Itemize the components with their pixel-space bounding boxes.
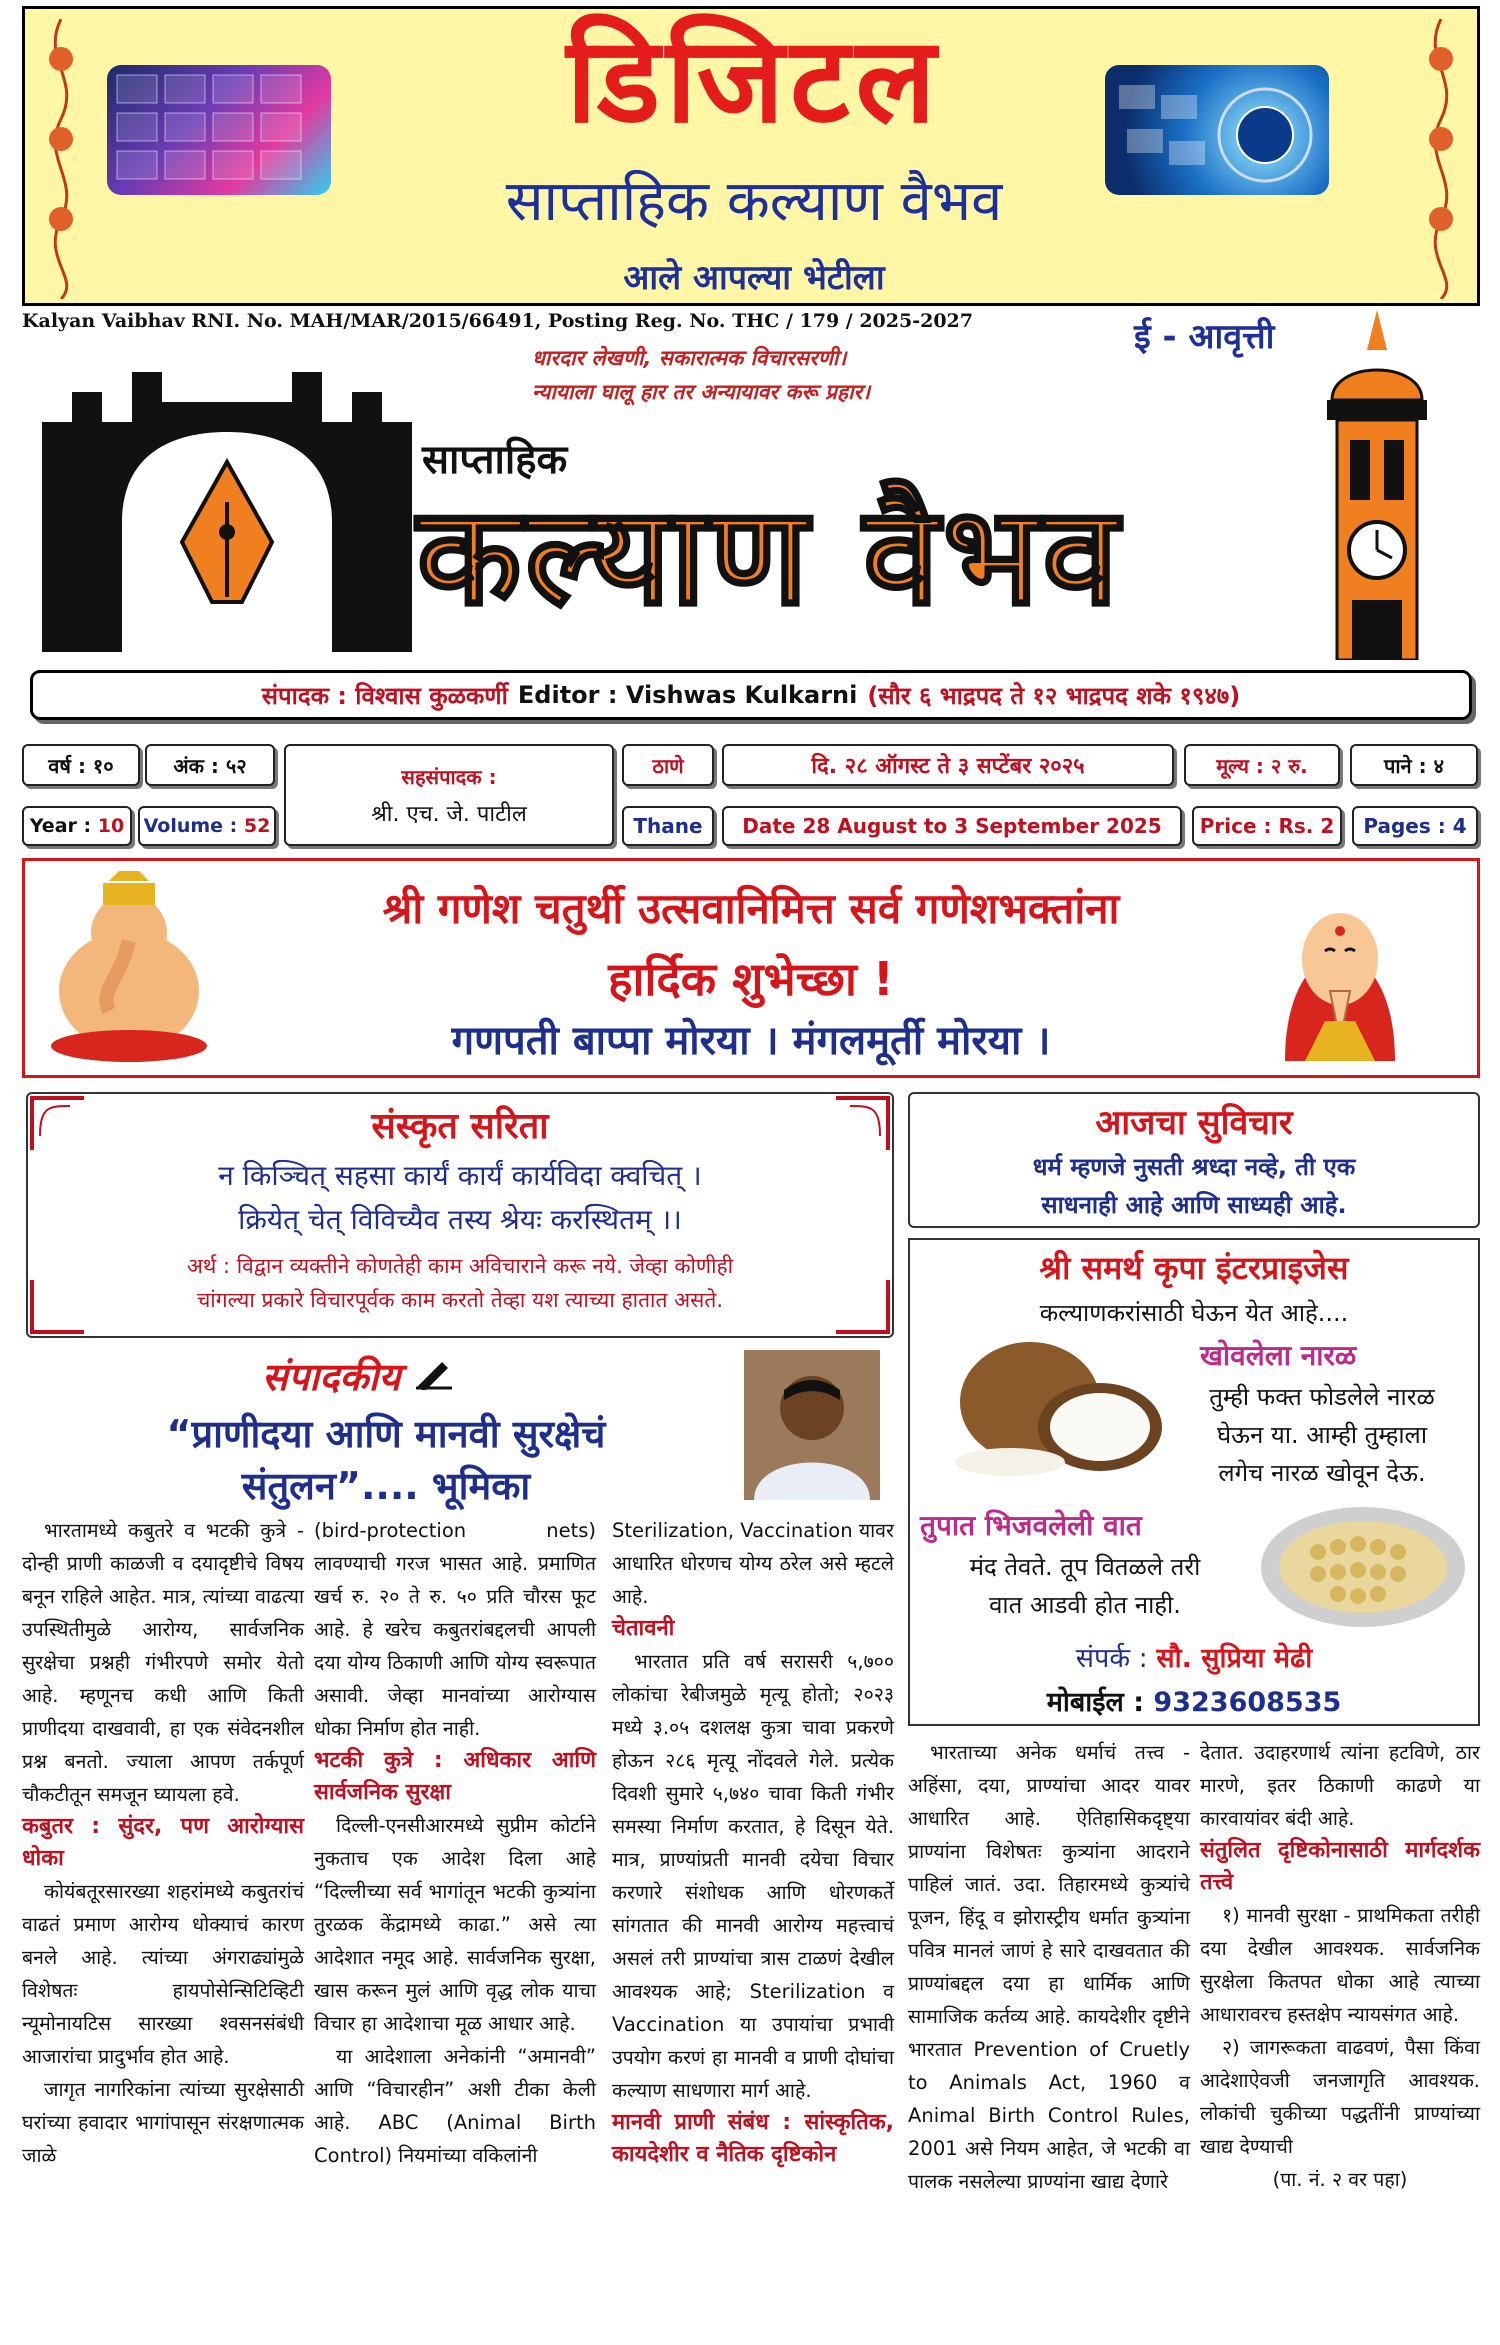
col5-paragraph-1: देतात. उदाहरणार्थ त्यांना हटविणे, ठार मारणे, इतर ठिकाणी काढणे या कारवायांवर बंदी आहे.: [1200, 1741, 1480, 1830]
year-en-label: Year :: [29, 815, 92, 837]
ganesh-chaturthi-greeting: [22, 858, 1480, 1078]
suvichar-line-2: साधनाही आहे आणि साध्यही आहे.: [1041, 1191, 1347, 1219]
editor-photo: [744, 1350, 880, 1500]
mobile-label: मोबाईल :: [1046, 1687, 1154, 1718]
greeting-line-3: गणपती बाप्पा मोरया । मंगलमूर्ती मोरया ।: [451, 1018, 1051, 1064]
contact-name: सौ. सुप्रिया मेढी: [1156, 1643, 1313, 1674]
year-box-marathi: वर्ष : १०: [22, 744, 140, 786]
ad-subtitle: कल्याणकरांसाठी घेऊन येत आहे....: [1039, 1299, 1349, 1327]
article-column-5: [1200, 1736, 1480, 2196]
ghee-wicks-plate-image: [1258, 1502, 1468, 1632]
e-edition-label: ई - आवृत्ती: [1134, 317, 1275, 357]
ghee-wick-description: [920, 1548, 1250, 1624]
clock-tower-icon: [1292, 310, 1462, 660]
volume-en-value: 52: [243, 815, 271, 837]
coconut-line-2: घेऊन या. आम्ही तुम्हाला: [1216, 1421, 1428, 1449]
sanskrit-meaning-2: चांगल्या प्रकारे विचारपूर्वक काम करतो तेव्हा यश त्याच्या हातात असते.: [196, 1288, 724, 1312]
volume-box-english: [138, 806, 276, 846]
saka-date: (सौर ६ भाद्रपद ते १२ भाद्रपद शके १९४७): [867, 681, 1241, 710]
sanskrit-title: संस्कृत सरिता: [371, 1106, 549, 1147]
col1-paragraph-1: भारतामध्ये कबुतरे व भटकी कुत्रे - दोन्ही प्राणी काळजी व दयादृष्टीचे विषय बनून राहिले आहेत. मात्र, त्यांच्या वाढत्या उपस्थितीमुळे आरोग्य, सार्वजनिक सुरक्षेचा प्रश्नही गंभीरपणे समोर येतो आहे. म्हणूनच कधी आणि किती प्राणीदया दाखवावी, हा एक संवेदनशील प्रश्न बनतो. ज्याला आपण तर्कपूर्ण चौकटीतून समजून घ्यायला हवे.: [22, 1519, 304, 1806]
pages-box-english: Pages : 4: [1352, 806, 1478, 846]
contact-line: [910, 1638, 1478, 1675]
pages-box-marathi: पाने : ४: [1350, 744, 1478, 786]
editorial-label-text: संपादकीय: [262, 1355, 401, 1399]
mobile-number: 9323608535: [1153, 1687, 1342, 1718]
article-column-1: [22, 1514, 304, 2172]
editorial-headline-1: “प्राणीदया आणि मानवी सुरक्षेचं: [166, 1412, 606, 1456]
slogan-line-1: धारदार लेखणी, सकारात्मक विचारसरणी।: [532, 346, 847, 370]
sanskrit-verse-1: न किञ्चित् सहसा कार्यं कार्यं कार्यविदा क्वचित् ।: [218, 1159, 702, 1192]
samarth-krupa-ad: [908, 1238, 1480, 1726]
fort-gate-pen-icon: [42, 352, 412, 652]
coconut-description: [1172, 1378, 1472, 1492]
col5-paragraph-2: १) मानवी सुरक्षा - प्राथमिकता तरीही दया देखील आवश्यक. सार्वजनिक सुरक्षेला कितपत धोका आहे त्याच्या आधारावरच हस्तक्षेप न्यायसंगत आहे.: [1200, 1904, 1480, 2026]
suvichar-line-1: धर्म म्हणजे नुसती श्रध्दा नव्हे, ती एक: [1032, 1153, 1356, 1181]
date-box-english: Date 28 August to 3 September 2025: [722, 806, 1182, 846]
col3-paragraph-2: भारतात प्रति वर्ष सरासरी ५,७०० लोकांचा रेबीजमुळे मृत्यू होतो; २०२३ मध्ये ३.०५ दशलक्ष कुत्रा चावा प्रकरणे होऊन २८६ मृत्यू नोंदवले गेले. प्रत्येक दिवशी सुमारे ५,७४० चावा किती गंभीर समस्या निर्माण करतात, हे दिसून येते. मात्र, प्राण्यांप्रती मानवी दयेचा विचार करणारे संशोधक आणि धोरणकर्ते सांगतात की मानवी आरोग्य महत्त्वाचं असलं तरी प्राण्यांचा त्रास टाळणं देखील आवश्यक आहे; Sterilization व Vaccination या उपायांचा प्रभावी उपयोग करणं हा मानवी व प्राणी दोघांचा कल्याण साधणारा मार्ग आहे.: [612, 1650, 894, 2102]
price-box-english: Price : Rs. 2: [1192, 806, 1342, 846]
col1-heading-pigeons: कबुतर : सुंदर, पण आरोग्यास धोका: [22, 1814, 304, 1871]
col5-paragraph-3: २) जागरूकता वाढवणं, पैसा किंवा आदेशाऐवजी जनजागृति आवश्यक. लोकांची चुकीच्या पद्धतींनी प्राण्यांच्या खाद्य देण्याची: [1200, 2036, 1480, 2158]
year-box-english: [22, 806, 132, 846]
greeting-line-2: हार्दिक शुभेच्छा !: [608, 952, 894, 1006]
suvichar-box: [908, 1092, 1480, 1228]
coeditor-box: [284, 744, 614, 846]
col1-paragraph-2: कोयंबतूरसारख्या शहरांमध्ये कबुतरांचं वाढतं प्रमाण आरोग्य धोक्याचं कारण बनले आहे. त्यांच्या अंगराढ्यांमुळे विशेषतः हायपोसेन्सिटिव्हिटी न्यूमोनायटिस सारख्या श्वसनसंबंधी आजारांचा प्रादुर्भाव होत आहे.: [22, 1880, 304, 2068]
coconut-title: खोवलेला नारळ: [1200, 1339, 1357, 1372]
ghee-wick-title: तुपात भिजवलेली वात: [920, 1509, 1142, 1542]
newspaper-logo-area: [22, 310, 1480, 662]
mobile-line: [910, 1682, 1478, 1719]
sanskrit-verse-2: क्रियेत् चेत् विविच्यैव तस्य श्रेयः करस्थितम् ।।: [238, 1203, 682, 1236]
col3-paragraph-1: Sterilization, Vaccination यावर आधारित धोरणच योग्य ठरेल असे म्हटले आहे.: [612, 1519, 894, 1608]
editorial-headline: [26, 1408, 746, 1512]
digital-title: डिजिटल: [566, 11, 942, 149]
greeting-line-1: श्री गणेश चतुर्थी उत्सवानिमित्त सर्व गणेशभक्तांना: [382, 884, 1120, 933]
editorial-headline-2: संतुलन”.... भूमिका: [241, 1464, 531, 1508]
editor-name-english: Editor : Vishwas Kulkarni: [517, 681, 858, 709]
city-box-marathi: ठाणे: [622, 744, 714, 786]
coeditor-name: श्री. एच. जे. पाटील: [371, 801, 527, 827]
sanskrit-meaning-1: अर्थ : विद्वान व्यक्तीने कोणतेही काम अविचाराने करू नये. जेव्हा कोणीही: [186, 1254, 734, 1278]
city-box-english: Thane: [622, 806, 714, 846]
col3-heading-warning: चेतावनी: [612, 1616, 675, 1641]
col2-heading-stray-dogs: भटकी कुत्रे : अधिकार आणि सार्वजनिक सुरक्षा: [314, 1748, 596, 1805]
namaste-woman-icon: [1275, 881, 1405, 1061]
kalyan-vaibhav-logo-text: कल्याण वैभव: [417, 478, 1123, 636]
suvichar-title: आजचा सुविचार: [1095, 1103, 1293, 1143]
col5-heading-guidelines: संतुलित दृष्टिकोनासाठी मार्गदर्शक तत्त्वे: [1200, 1838, 1480, 1895]
coconut-image: [950, 1332, 1170, 1482]
continued-on-page-2[interactable]: (पा. नं. २ वर पहा): [1272, 2168, 1408, 2191]
col2-paragraph-2: दिल्ली-एनसीआरमध्ये सुप्रीम कोर्टाने नुकताच एक आदेश दिला आहे “दिल्लीच्या सर्व भागांतून भटकी कुत्र्यांना तुरळक केंद्रामध्ये काढा.” असे त्या आदेशात नमूद आहे. सार्वजनिक सुरक्षा, खास करून मुलं आणि वृद्ध लोक याचा विचार हा आदेशाचा मूळ आधार आहे.: [314, 1814, 596, 2035]
article-column-3: [612, 1514, 894, 2171]
ad-title: श्री समर्थ कृपा इंटरप्राइजेस: [1039, 1249, 1349, 1287]
editorial-label: [262, 1350, 454, 1402]
col4-paragraph-1: भारताच्या अनेक धर्माचं तत्त्व - अहिंसा, दया, प्राण्यांचा आदर यावर आधारित आहे. ऐतिहासिकदृष्ट्या प्राण्यांना विशेषतः कुत्र्यांना आदराने पाहिलं जातं. उदा. तिहारमध्ये कुत्र्यांचे पूजन, हिंदू व झोरास्ट्रीय धर्मात कुत्र्यांना पवित्र मानलं जाणं हे सारे दाखवतात की प्राण्यांबद्दल दया हा धार्मिक आणि सामाजिक कर्तव्य आहे. कायदेशीर दृष्टीने भारतात Prevention of Cruetly to Animals Act, 1960 व Animal Birth Control Rules, 2001 असे नियम आहेत, जे भटकी वा पालक नसलेल्या प्राण्यांना खाद्य देणारे: [908, 1741, 1190, 2193]
rni-number: Kalyan Vaibhav RNI. No. MAH/MAR/2015/66491, Posting Reg. No. THC / 179 / 2025-2027: [22, 310, 973, 332]
year-en-value: 10: [97, 815, 125, 837]
col2-paragraph-1: (bird-protection nets) लावण्याची गरज भासत आहे. प्रमाणित खर्च रु. २० ते रु. ५० प्रति चौरस फूट आहे. हे खरेच कबुतरांबद्दलची आपली दया योग्य ठिकाणी आणि योग्य स्वरूपात असावी. जेव्हा मानवांच्या आरोग्यास धोका निर्माण होत नाही.: [314, 1519, 596, 1740]
article-column-4: [908, 1736, 1190, 2198]
volume-en-label: Volume :: [143, 815, 238, 837]
masthead: [22, 6, 1480, 306]
col2-paragraph-3: या आदेशाला अनेकांनी “अमानवी” आणि “विचारहीन” अशी टीका केली आहे. ABC (Animal Birth Control) नियमांच्या वकिलांनी: [314, 2045, 596, 2167]
coconut-line-1: तुम्ही फक्त फोडलेले नारळ: [1209, 1383, 1435, 1411]
issue-box-marathi: अंक : ५२: [145, 744, 275, 786]
coconut-line-3: लगेच नारळ खोवून देऊ.: [1218, 1459, 1426, 1487]
editor-name-marathi: संपादक : विश्वास कुळकर्णी: [261, 681, 508, 710]
writing-pen-icon: [414, 1356, 454, 1390]
slogan-line-2: न्यायाला घालू हार तर अन्यायावर करू प्रहार।: [532, 380, 871, 404]
col1-paragraph-3: जागृत नागरिकांना त्यांच्या सुरक्षेसाठी घरांच्या हवादार भागांपासून संरक्षणात्मक जाळे: [22, 2078, 304, 2167]
masthead-subtitle: साप्ताहिक कल्याण वैभव: [505, 169, 1003, 234]
date-box-marathi: दि. २८ ऑगस्ट ते ३ सप्टेंबर २०२५: [722, 744, 1174, 786]
ghee-wick-line-1: मंद तेवते. तूप वितळले तरी: [969, 1553, 1201, 1581]
coeditor-label: सहसंपादक :: [401, 764, 497, 789]
sanskrit-sarita-box: [26, 1092, 894, 1338]
ghee-wick-line-2: वात आडवी होत नाही.: [989, 1591, 1181, 1619]
article-column-2: [314, 1514, 596, 2172]
col3-heading-relationship: मानवी प्राणी संबंध : सांस्कृतिक, कायदेशीर व नैतिक दृष्टिकोन: [612, 2110, 894, 2167]
price-box-marathi: मूल्य : २ रु.: [1184, 744, 1340, 786]
weekly-label: साप्ताहिक: [422, 437, 568, 483]
masthead-tagline: आले आपल्या भेटीला: [623, 258, 885, 298]
contact-label: संपर्क :: [1075, 1643, 1157, 1674]
editor-bar: [30, 670, 1472, 720]
